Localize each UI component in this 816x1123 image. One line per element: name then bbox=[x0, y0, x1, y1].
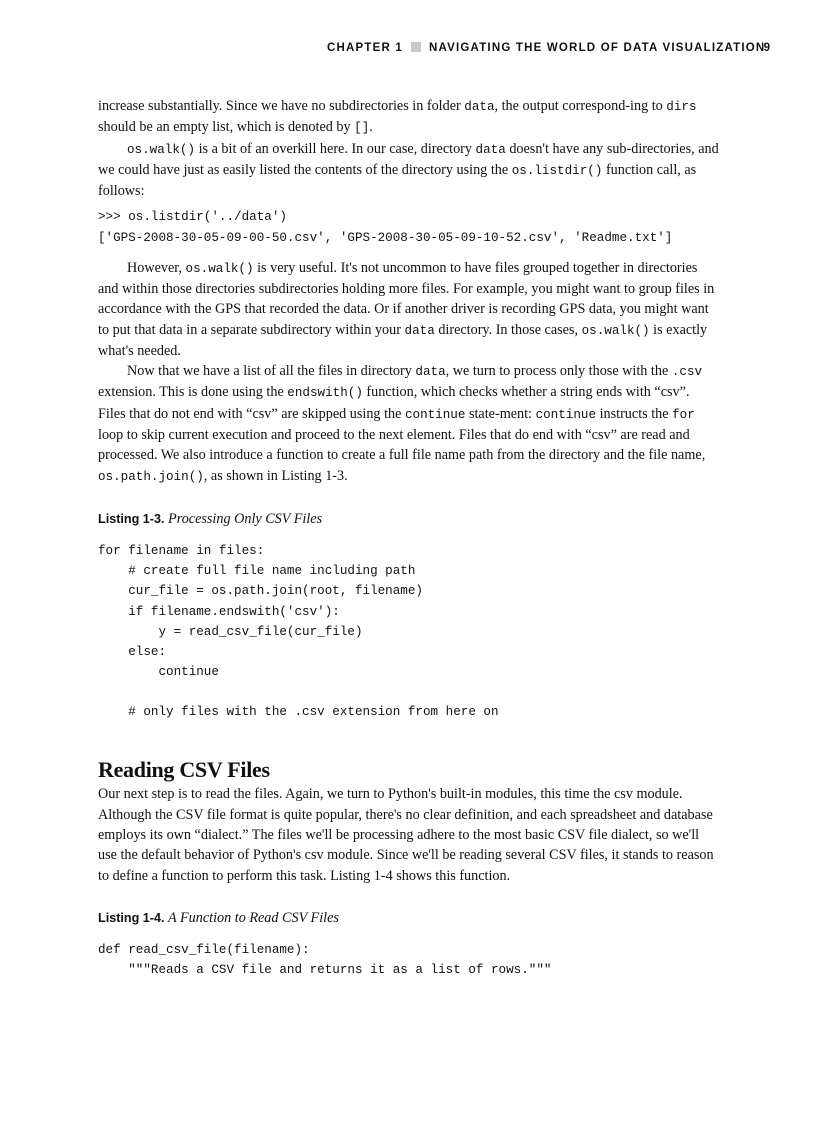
section-heading: Reading CSV Files bbox=[98, 757, 270, 783]
page-body bbox=[98, 96, 720, 980]
code-block-listing-1-4: def read_csv_file(filename): """Reads a CSV file and returns it as a list of rows.""" bbox=[98, 943, 552, 978]
paragraph-2: os.walk() is a bit of an overkill here. In our case, directory data doesn't have any sub-directories, and we could have just as easily listed the contents of the directory using the os.listdir() function call, as follows: bbox=[98, 140, 719, 200]
listing-caption-1-4: Listing 1-4. A Function to Read CSV Files bbox=[98, 909, 339, 926]
chapter-title: NAVIGATING THE WORLD OF DATA VISUALIZATION bbox=[428, 42, 766, 54]
separator-square-icon bbox=[411, 42, 421, 52]
paragraph-1: increase substantially. Since we have no subdirectories in folder data, the output correspond-ing to dirs should be an empty list, which is denoted by []. bbox=[98, 98, 697, 136]
running-header bbox=[327, 42, 770, 54]
paragraph-3: However, os.walk() is very useful. It's not uncommon to have files grouped together in directories and within those directories subdirectories holding more files. For example, you might want to group files in accordance with the GPS that recorded the data. Or if another driver is recording GPS data, you might want to put that data in a separate subdirectory within your data directory. In those cases, os.walk() is exactly what's needed. bbox=[98, 259, 715, 359]
section-paragraph: Our next step is to read the files. Again, we turn to Python's built-in modules, this time the csv module. Although the CSV file format is quite popular, there's no clear definition, and each spreadsheet and database employs its own “dialect.” The files we'll be processing adhere to the most basic CSV file dialect, so we'll use the default behavior of Python's csv module. Since we'll be reading several CSV files, it stands to reason to define a function to perform this task. Listing 1-4 shows this function. bbox=[98, 786, 714, 884]
chapter-label: CHAPTER 1 bbox=[327, 42, 403, 54]
page-number: 9 bbox=[763, 42, 770, 54]
listing-caption-1-3: Listing 1-3. Processing Only CSV Files bbox=[98, 510, 323, 527]
code-block-listing-1-3: for filename in files: # create full file name including path cur_file = os.path.join(root, filename) if filename.endswith('csv'): y = read_csv_file(cur_file) else: continue # only files with the .csv extension from here on bbox=[98, 544, 499, 719]
code-block-listdir: >>> os.listdir('../data') ['GPS-2008-30-05-09-00-50.csv', 'GPS-2008-30-05-09-10-52.csv', 'Readme.txt'] bbox=[98, 210, 673, 245]
paragraph-4: Now that we have a list of all the files in directory data, we turn to process only those with the .csv extension. This is done using the endswith() function, which checks whether a string ends with “csv”. Files that do not end with “csv” are skipped using the continue state-ment: continue instructs the for loop to skip current execution and proceed to the next element. Files that do end with “csv” are read and processed. We also introduce a function to create a full file name path from the directory and the file name, os.path.join(), as shown in Listing 1-3. bbox=[98, 363, 706, 484]
